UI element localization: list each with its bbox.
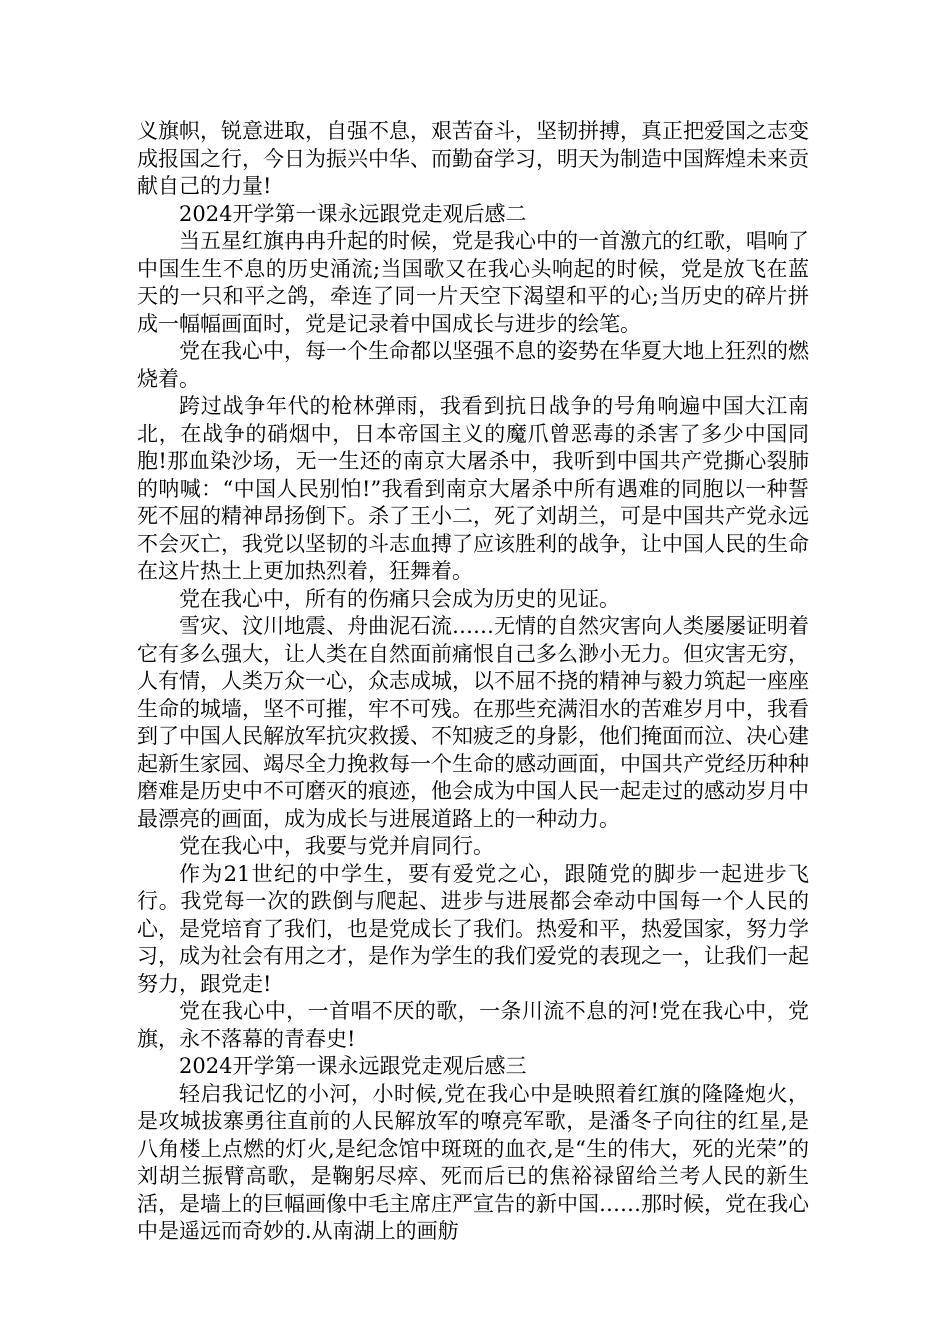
paragraph: 党在我心中，每一个生命都以坚强不息的姿势在华夏大地上狂烈的燃烧着。 xyxy=(137,339,809,391)
paragraph-continuation: 义旗帜，锐意进取，自强不息，艰苦奋斗，坚韧拼搏，真正把爱国之志变成报国之行，今日为振兴中华、而勤奋学习，明天为制造中国辉煌未来贡献自己的力量! xyxy=(137,119,809,198)
paragraph: 雪灾、汶川地震、舟曲泥石流……无情的自然灾害向人类屡屡证明着它有多么强大，让人类在自然面前痛恨自己多么渺小无力。但灾害无穷，人有情，人类万众一心，众志成城，以不屈不挠的精神与毅力筑起一座座生命的城墙，坚不可摧，牢不可残。在那些充满泪水的苦难岁月中，我看到了中国人民解放军抗灾救援、不知疲乏的身影，他们掩面而泣、决心建起新生家园、竭尽全力挽救每一个生命的感动画面，中国共产党经历种种磨难是历史中不可磨灭的痕迹，他会成为中国人民一起走过的感动岁月中最漂亮的画面，成为成长与进展道路上的一种动力。 xyxy=(137,614,809,831)
section-heading-2: 2024开学第一课永远跟党走观后感二 xyxy=(179,201,527,226)
paragraph: 党在我心中，所有的伤痛只会成为历史的见证。 xyxy=(179,586,620,611)
paragraph: 作为21世纪的中学生，要有爱党之心，跟随党的脚步一起进步飞行。我党每一次的跌倒与爬起、进步与进展都会牵动中国每一个人民的心，是党培育了我们，也是党成长了我们。热爱和平，热爱国家，努力学习，成为社会有用之才，是作为学生的我们爱党的表现之一，让我们一起努力，跟党走! xyxy=(137,861,809,996)
document-body xyxy=(137,118,809,1246)
paragraph: 党在我心中，我要与党并肩同行。 xyxy=(179,834,494,858)
section-heading-3: 2024开学第一课永远跟党走观后感三 xyxy=(179,1054,527,1078)
paragraph: 跨过战争年代的枪林弹雨，我看到抗日战争的号角响遍中国大江南北，在战争的硝烟中，日本帝国主义的魔爪曾恶毒的杀害了多少中国同胞!那血染沙场，无一生还的南京大屠杀中，我听到中国共产党撕心裂肺的呐喊：“中国人民别怕!”我看到南京大屠杀中所有遇难的同胞以一种誓死不屈的精神昂扬倒下。杀了王小二，死了刘胡兰，可是中国共产党永远不会灭亡，我党以坚韧的斗志血搏了应该胜利的战争，让中国人民的生命在这片热土上更加热烈着，狂舞着。 xyxy=(137,394,809,583)
paragraph: 轻启我记忆的小河，小时候,党在我心中是映照着红旗的隆隆炮火，是攻城拔寨勇往直前的人民解放军的嘹亮军歌，是潘冬子向往的红星,是八角楼上点燃的灯火,是纪念馆中斑斑的血衣,是“生的伟大，死的光荣”的刘胡兰振臂高歌，是鞠躬尽瘁、死而后已的焦裕禄留给兰考人民的新生活，是墙上的巨幅画像中毛主席庄严宣告的新中国……那时候，党在我心中是遥远而奇妙的.从南湖上的画舫 xyxy=(137,1081,809,1243)
paragraph: 党在我心中，一首唱不厌的歌，一条川流不息的河!党在我心中，党旗，永不落幕的青春史! xyxy=(137,999,809,1051)
paragraph: 当五星红旗冉冉升起的时候，党是我心中的一首激亢的红歌，唱响了中国生生不息的历史涌流;当国歌又在我心头响起的时候，党是放飞在蓝天的一只和平之鸽，牵连了同一片天空下渴望和平的心;当历史的碎片拼成一幅幅画面时，党是记录着中国成长与进步的绘笔。 xyxy=(137,229,809,336)
